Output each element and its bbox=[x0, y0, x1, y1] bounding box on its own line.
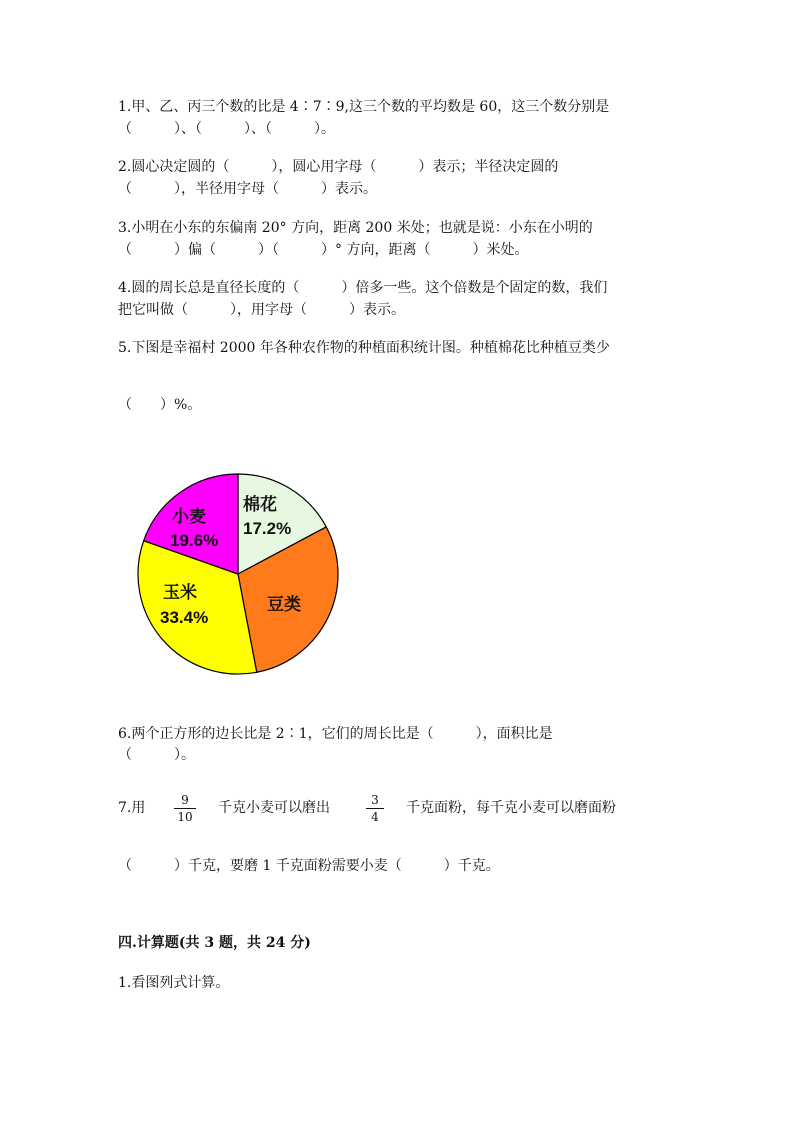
question-6-line-2: （ ）。 bbox=[118, 747, 195, 763]
slice-label-cotton: 棉花 bbox=[243, 495, 277, 514]
question-1-line-1: 1.甲、乙、丙三个数的比是 4∶7∶9,这三个数的平均数是 60，这三个数分别是 bbox=[118, 99, 610, 115]
question-4-line-1: 4.圆的周长总是直径长度的（ ）倍多一些。这个倍数是个固定的数，我们 bbox=[118, 280, 608, 296]
question-1-line-2: （ ）、（ ）、（ ）。 bbox=[118, 121, 335, 137]
question-4-line-2: 把它叫做（ ），用字母（ ）表示。 bbox=[118, 302, 405, 318]
question-5-line-1: 5.下图是幸福村 2000 年各种农作物的种植面积统计图。种植棉花比种植豆类少 bbox=[118, 340, 610, 356]
slice-value-corn: 33.4% bbox=[160, 608, 209, 627]
question-6-line-1: 6.两个正方形的边长比是 2∶1，它们的周长比是（ ），面积比是 bbox=[118, 726, 553, 742]
fraction-nine-tenths bbox=[174, 793, 196, 824]
slice-label-corn: 玉米 bbox=[163, 583, 197, 602]
question-7-suffix: 千克面粉，每千克小麦可以磨面粉 bbox=[406, 800, 616, 816]
question-7-prefix: 7.用 bbox=[118, 800, 146, 816]
question-5-line-2: （ ）%。 bbox=[118, 397, 202, 413]
pie-chart bbox=[130, 470, 350, 685]
fraction-numerator: 3 bbox=[371, 793, 379, 807]
section-4-heading: 四.计算题(共 3 题，共 24 分) bbox=[118, 935, 311, 951]
question-7-line-2: （ ）千克，要磨 1 千克面粉需要小麦（ ）千克。 bbox=[118, 858, 500, 874]
pie-slices bbox=[138, 474, 338, 674]
fraction-denominator: 10 bbox=[177, 810, 193, 824]
question-7-middle: 千克小麦可以磨出 bbox=[218, 800, 330, 816]
question-2-line-1: 2.圆心决定圆的（ ），圆心用字母（ ）表示；半径决定圆的 bbox=[118, 159, 559, 175]
fraction-denominator: 4 bbox=[371, 810, 379, 824]
fraction-numerator: 9 bbox=[181, 793, 189, 807]
question-2-line-2: （ ），半径用字母（ ）表示。 bbox=[118, 181, 377, 197]
slice-value-wheat: 19.6% bbox=[170, 531, 219, 550]
question-3-line-1: 3.小明在小东的东偏南 20° 方向，距离 200 米处；也就是说：小东在小明的 bbox=[118, 220, 593, 236]
fraction-three-quarters bbox=[366, 793, 384, 824]
question-3-line-2: （ ）偏（ ）（ ）° 方向，距离（ ）米处。 bbox=[118, 242, 529, 258]
fraction-bar bbox=[174, 808, 196, 809]
slice-label-beans: 豆类 bbox=[267, 595, 301, 614]
slice-value-cotton: 17.2% bbox=[243, 519, 292, 538]
section-4-question-1: 1.看图列式计算。 bbox=[118, 975, 230, 991]
fraction-bar bbox=[366, 808, 384, 809]
slice-label-wheat: 小麦 bbox=[172, 507, 206, 526]
